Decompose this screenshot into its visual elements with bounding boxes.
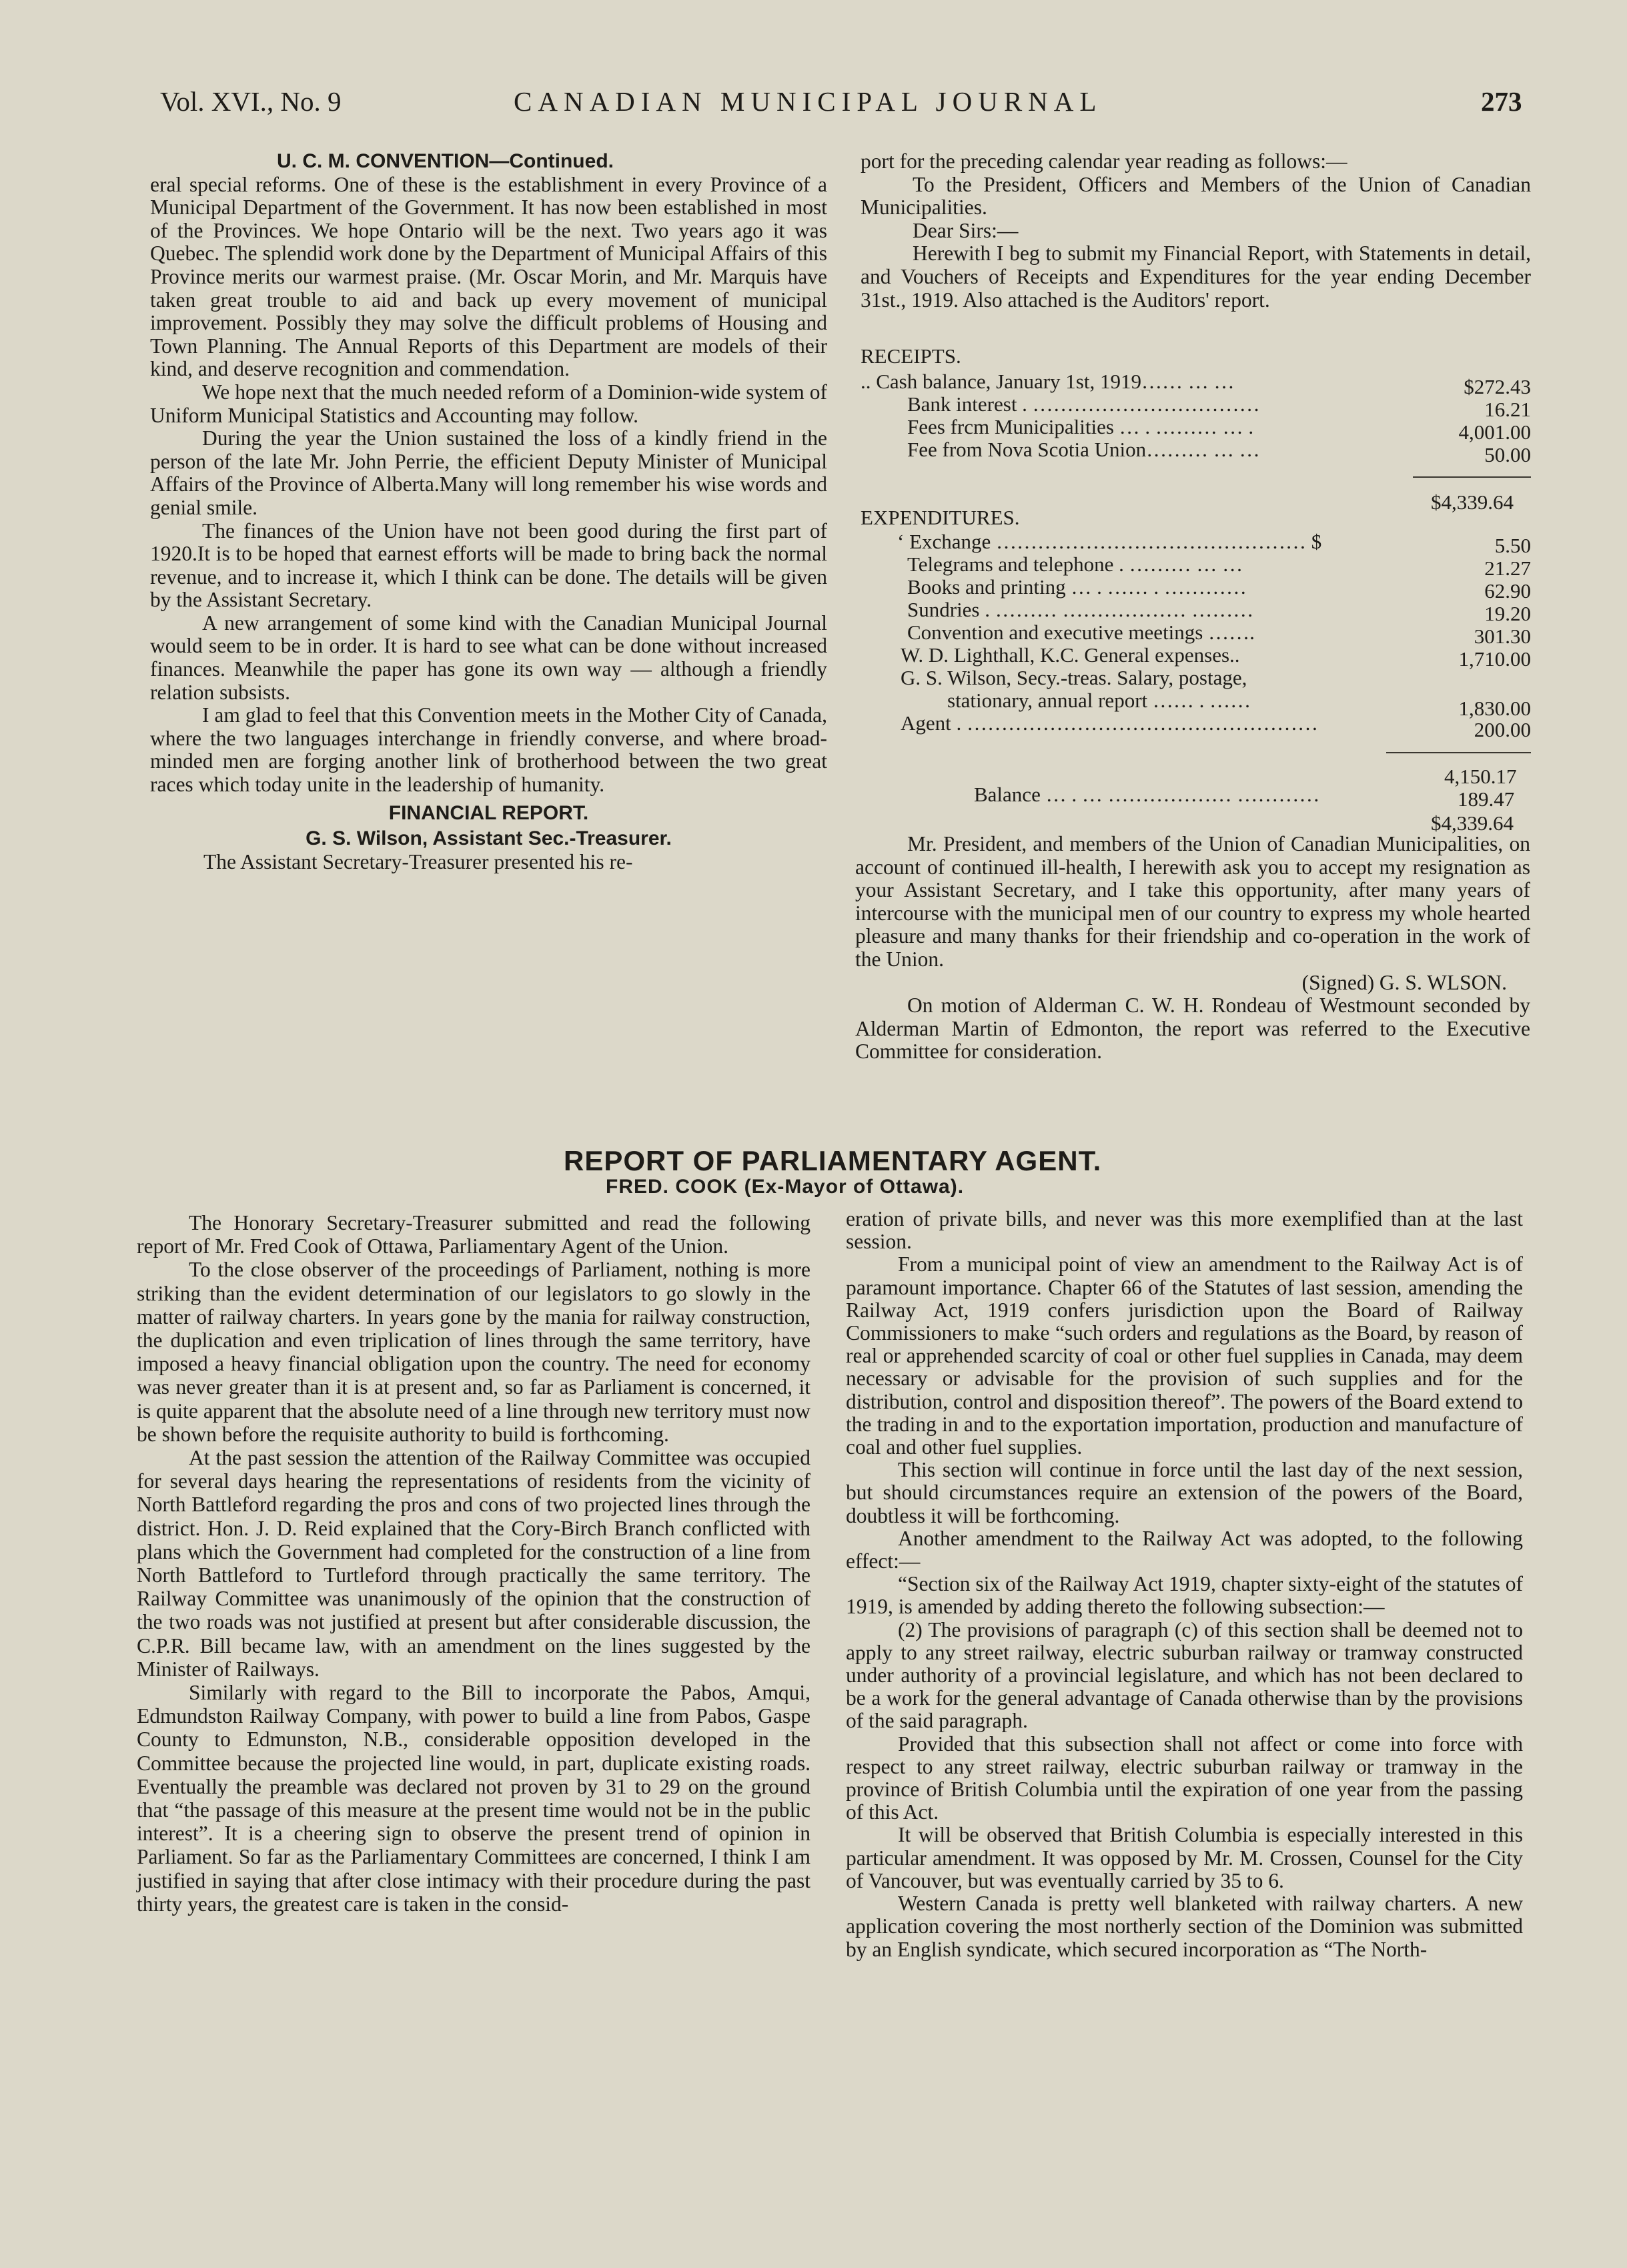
expense-row: ‘ Exchange ……………………………………… $ — [897, 530, 1322, 553]
volume-number: Vol. XVI., No. 9 — [160, 86, 342, 117]
financial-report-byline: G. S. Wilson, Assistant Sec.-Treasurer. — [306, 827, 672, 850]
paragraph: To the President, Officers and Members of the Union of Canadian Municipalities. — [861, 172, 1531, 220]
paragraph: (2) The provisions of paragraph (c) of this section shall be deemed not to apply to any street railway, electric suburban railway or tramway constructed under authority of a provincial legislature, and which has not been declared to be a work for the general advantage of Canada otherwise than by the provisions of the said paragraph. — [846, 1617, 1523, 1733]
expense-row: Sundries . ……… ……………… ……… — [907, 598, 1254, 621]
page-number: 273 — [1481, 86, 1522, 117]
ucm-heading: U. C. M. CONVENTION—Continued. — [277, 150, 614, 172]
paragraph: port for the preceding calendar year reading as follows:— — [861, 149, 1347, 173]
receipt-amount: $272.43 — [1464, 375, 1531, 398]
balance-label: Balance … . … ……………… ………… — [974, 783, 1320, 806]
expense-amount: 21.27 — [1484, 556, 1531, 580]
receipts-total: $4,339.64 — [1431, 490, 1514, 514]
section-subtitle: FRED. COOK (Ex-Mayor of Ottawa). — [606, 1176, 965, 1198]
receipt-amount: 16.21 — [1484, 398, 1531, 421]
paragraph: It will be observed that British Columbia is especially interested in this particular amendment. It was opposed by Mr. M. Crossen, Counsel for the City of Vancouver, but was eventually carried by 35 to 6. — [846, 1823, 1523, 1892]
expense-amount: 301.30 — [1474, 625, 1531, 648]
paragraph: “Section six of the Railway Act 1919, chapter sixty-eight of the statutes of 1919, is amended by adding thereto the following subsection:— — [846, 1572, 1523, 1619]
expense-row: Convention and executive meetings ……. — [907, 621, 1255, 644]
paragraph: The finances of the Union have not been good during the first part of 1920.It is to be hoped that earnest efforts will be made to bring back the normal revenue, and to increase it, which I think can be done. The details will be given by the Assistant Secretary. — [150, 518, 827, 612]
financial-report-heading: FINANCIAL REPORT. — [388, 801, 589, 824]
paragraph: During the year the Union sustained the loss of a kindly friend in the person of the late Mr. John Perrie, the efficient Deputy Minister of Municipal Affairs of the Province of Alberta.Many will long remember his wise words and genial smile. — [150, 426, 827, 519]
paragraph: We hope next that the much needed reform of a Dominion-wide system of Uniform Municipal Statistics and Accounting may follow. — [150, 380, 827, 427]
paragraph: The Honorary Secretary-Treasurer submitted and read the following report of Mr. Fred Cook of Ottawa, Parliamentary Agent of the Union. — [137, 1211, 810, 1258]
receipt-row: .. Cash balance, January 1st, 1919…… … … — [861, 370, 1235, 393]
expense-row: W. D. Lighthall, K.C. General expenses.. — [901, 643, 1240, 667]
balance-amount: 189.47 — [1458, 787, 1515, 811]
divider — [1413, 476, 1531, 478]
paragraph: From a municipal point of view an amendment to the Railway Act is of paramount importance. Chapter 66 of the Statutes of last session, amending the Railway Act, 1919 confers jurisdiction upon the Board of Railway Commissioners to make “such orders and regulations as the Board, by reason of real or apprehended scarcity of coal or other fuel supplies in Canada, may deem necessary or advisable for the provision of such supplies and for the distribution, control and disposition thereof”. The powers of the Board extend to the trading in and to the exportation importation, production and manufacture of coal and other fuel supplies. — [846, 1252, 1523, 1459]
parl-right-column — [846, 1208, 1523, 1961]
expense-row: G. S. Wilson, Secy.-treas. Salary, postage, — [901, 666, 1247, 689]
journal-title: CANADIAN MUNICIPAL JOURNAL — [514, 86, 1103, 117]
expense-amount: 1,710.00 — [1458, 647, 1531, 671]
receipt-amount: 4,001.00 — [1458, 420, 1531, 444]
expenditures-total: 4,150.17 — [1444, 765, 1517, 788]
expense-row: Agent . …………………………………………… — [901, 711, 1319, 735]
paragraph: Provided that this subsection shall not affect or come into force with respect to any street railway, electric suburban railway or tramway in the province of British Columbia until the expiration of one year from the passing of this Act. — [846, 1732, 1523, 1824]
paragraph: eral special reforms. One of these is the establishment in every Province of a Municipal Department of the Government. It has now been established in most of the Provinces. We hope Ontario will be the next. Two years ago it was Quebec. The splendid work done by the Department of Municipal Affairs of this Province merits our warmest praise. (Mr. Oscar Morin, and Mr. Marquis have taken great trouble to aid and back up every movement of municipal improvement. Possibly they may solve the difficult problems of Housing and Town Planning. The Annual Reports of this Department are models of their kind, and deserve recognition and commendation. — [150, 172, 827, 381]
expense-amount: 19.20 — [1484, 602, 1531, 625]
paragraph: eration of private bills, and never was this more exemplified than at the last session. — [846, 1207, 1523, 1254]
paragraph: On motion of Alderman C. W. H. Rondeau of Westmount seconded by Alderman Martin of Edmonton, the report was referred to the Executive Committee for consideration. — [855, 994, 1530, 1064]
expense-row: stationary, annual report …… . …… — [947, 689, 1251, 712]
divider — [1386, 752, 1531, 753]
paragraph: Another amendment to the Railway Act was adopted, to the following effect:— — [846, 1526, 1523, 1573]
receipt-row: Fees frcm Municipalities … . ……… … . — [907, 415, 1254, 438]
paragraph: The Assistant Secretary-Treasurer presented his re- — [203, 849, 633, 873]
grand-total: $4,339.64 — [1431, 811, 1514, 835]
expense-row: Books and printing … . …… . ………… — [907, 575, 1247, 599]
finance-intro — [861, 150, 1531, 312]
paragraph: I am glad to feel that this Convention meets in the Mother City of Canada, where the two languages interchange in friendly converse, and where broad-minded men are forging another link of brotherhood between the two great races which today unite in the leadership of humanity. — [150, 703, 827, 797]
paragraph: Herewith I beg to submit my Financial Report, with Statements in detail, and Vouchers of Receipts and Expenditures for the year ending December 31st., 1919. Also attached is the Auditors' report. — [861, 242, 1531, 312]
paragraph: This section will continue in force until the last day of the next session, but should circumstances require an extension of the powers of the Board, doubtless it will be forthcoming. — [846, 1458, 1523, 1527]
parl-left-column — [137, 1211, 810, 1916]
expense-amount: 1,830.00 — [1458, 697, 1531, 720]
receipts-table — [861, 370, 1531, 470]
receipt-row: Bank interest . …………………………… — [907, 392, 1260, 416]
expenditures-table — [861, 530, 1531, 750]
signature: (Signed) G. S. WLSON. — [1301, 970, 1507, 994]
expenditures-label: EXPENDITURES. — [861, 506, 1020, 529]
paragraph: To the close observer of the proceedings of Parliament, nothing is more striking than the evident determination of our legislators to go slowly in the matter of railway charters. In years gone by the mania for railway construction, the duplication and even triplication of lines through the same territory, have imposed a heavy financial obligation upon the country. The need for economy was never greater than it is at present and, so far as Parliament is concerned, it is quite apparent that the absolute need of a line through new territory must now be shown before the requisite authority to build is forthcoming. — [137, 1258, 810, 1446]
salutation: Dear Sirs:— — [913, 218, 1019, 242]
paragraph: Mr. President, and members of the Union of Canadian Municipalities, on account of continued ill-health, I herewith ask you to accept my resignation as your Assistant Secretary, and I take this opportunity, after many years of intercourse with the municipal men of our country to express my whole hearted pleasure and many thanks for their friendship and co-operation in the work of the Union. — [855, 832, 1530, 971]
paragraph: Western Canada is pretty well blanketed with railway charters. A new application covering the most northerly section of the Dominion was submitted by an English syndicate, which secured incorporation as “The North- — [846, 1892, 1523, 1961]
receipt-row: Fee from Nova Scotia Union……… … … — [907, 438, 1260, 461]
receipt-amount: 50.00 — [1484, 443, 1531, 466]
expense-amount: 200.00 — [1474, 718, 1531, 741]
receipts-label: RECEIPTS. — [861, 344, 961, 368]
paragraph: At the past session the attention of the Railway Committee was occupied for several days hearing the representations of residents from the vicinity of North Battleford regarding the pros and cons of two projected lines through the district. Hon. J. D. Reid explained that the Cory-Birch Branch conflicted with plans which the Government had completed for the construction of a line from North Battleford to Turtleford through practically the same territory. The Railway Committee was unanimously of the opinion that the construction of the two roads was not justified at present but after considerable discussion, the C.P.R. Bill became law, with an amendment on the lines suggested by the Minister of Railways. — [137, 1446, 810, 1681]
expense-amount: 5.50 — [1494, 534, 1531, 557]
resignation-column — [855, 833, 1530, 1064]
ucm-column — [150, 150, 827, 873]
section-title: REPORT OF PARLIAMENTARY AGENT. — [564, 1145, 1102, 1176]
paragraph: Similarly with regard to the Bill to incorporate the Pabos, Amqui, Edmundston Railway Company, with power to build a line from Pabos, Gaspe County to Edmunston, N.B., considerable opposition developed in the Committee because the projected line would, in part, duplicate existing roads. Eventually the preamble was declared not proven by 31 to 29 on the ground that “the passage of this measure at the present time would not be in the public interest”. It is a cheering sign to observe the present trend of opinion in Parliament. So far as the Parliamentary Committees are concerned, I think I am justified in saying that after close intimacy with their procedure during the past thirty years, the greatest care is taken in the consid- — [137, 1681, 810, 1916]
expense-amount: 62.90 — [1484, 579, 1531, 603]
paragraph: A new arrangement of some kind with the Canadian Municipal Journal would seem to be in order. It is hard to see what can be done without increased finances. Meanwhile the paper has gone its own way — although a friendly relation subsists. — [150, 611, 827, 704]
expense-row: Telegrams and telephone . ……… … … — [907, 552, 1243, 576]
